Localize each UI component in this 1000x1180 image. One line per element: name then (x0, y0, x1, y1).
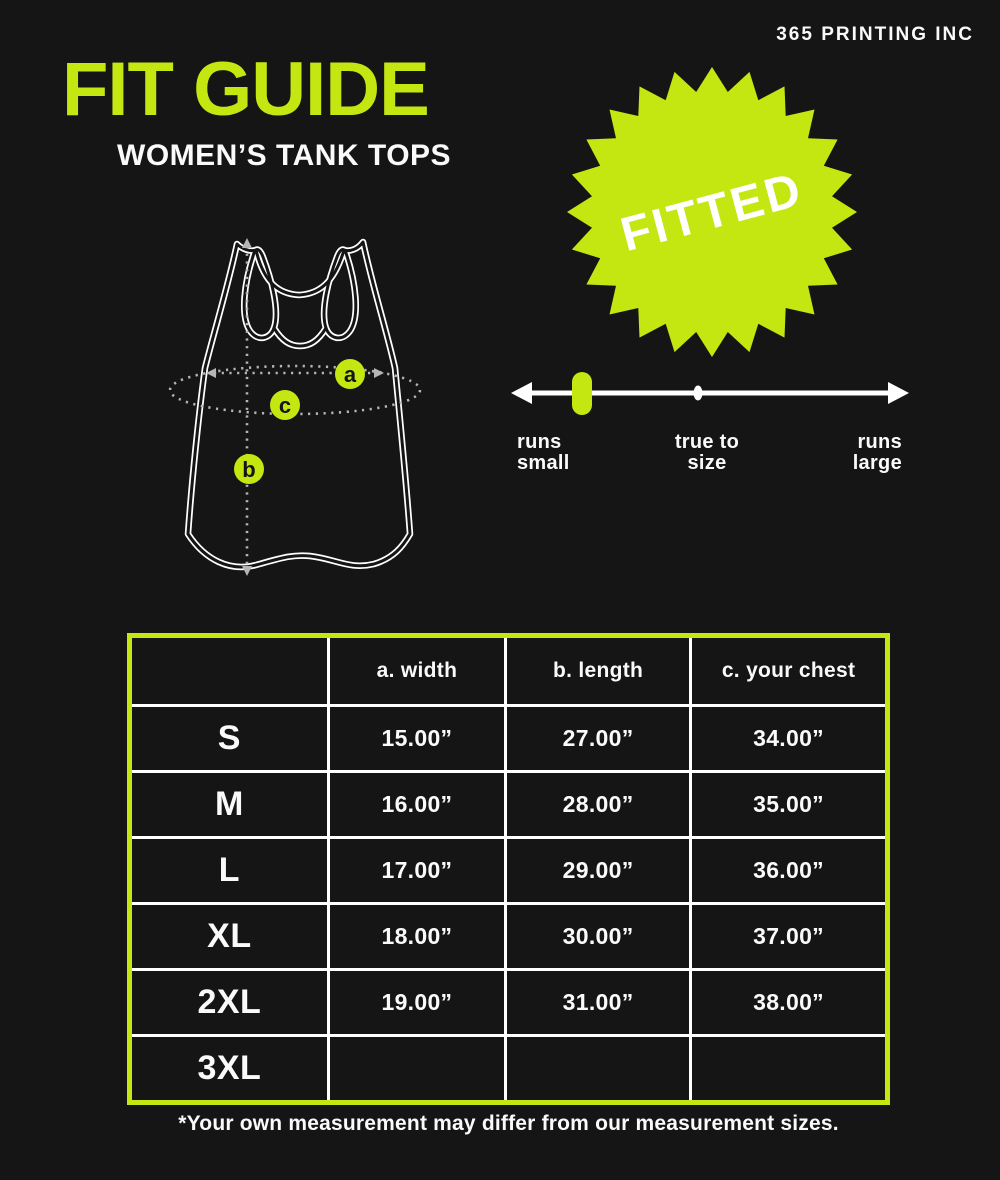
value-cell: 35.00” (692, 773, 885, 836)
badge-label: FITTED (615, 162, 809, 262)
scale-arrow (500, 360, 920, 422)
value-cell: 29.00” (507, 839, 689, 902)
size-cell: S (132, 707, 327, 770)
value-cell: 19.00” (330, 971, 504, 1034)
column-header-chest: c. your chest (692, 638, 885, 704)
scale-label-true-to-size: true to size (674, 431, 740, 474)
marker-c-label: c (278, 393, 292, 418)
scale-center-dot (694, 386, 703, 401)
value-cell: 15.00” (330, 707, 504, 770)
column-header-width: a. width (330, 638, 504, 704)
brand-name: 365 PRINTING INC (776, 24, 974, 45)
size-chart (127, 633, 890, 1105)
corner-cell (132, 638, 327, 704)
scale-label-runs-large: runs large (852, 431, 902, 474)
value-cell: 18.00” (330, 905, 504, 968)
value-cell: 27.00” (507, 707, 689, 770)
value-cell: 37.00” (692, 905, 885, 968)
page-subtitle: WOMEN’S TANK TOPS (117, 139, 452, 172)
tank-top-diagram (150, 228, 450, 588)
size-cell: 2XL (132, 971, 327, 1034)
size-cell: L (132, 839, 327, 902)
value-cell: 30.00” (507, 905, 689, 968)
page-title: FIT GUIDE (62, 47, 429, 132)
scale-label-runs-small: runs small (517, 431, 570, 474)
value-cell: 34.00” (692, 707, 885, 770)
measure-markers (234, 359, 365, 484)
footnote: *Your own measurement may differ from our measurement sizes. (178, 1112, 839, 1135)
value-cell: 28.00” (507, 773, 689, 836)
arrow-right-icon (888, 382, 909, 404)
marker-b-label: b (242, 457, 256, 482)
value-cell: 16.00” (330, 773, 504, 836)
value-cell: 38.00” (692, 971, 885, 1034)
value-cell (507, 1037, 689, 1100)
value-cell: 17.00” (330, 839, 504, 902)
value-cell: 36.00” (692, 839, 885, 902)
value-cell: 31.00” (507, 971, 689, 1034)
size-cell: 3XL (132, 1037, 327, 1100)
value-cell (330, 1037, 504, 1100)
fit-scale (500, 360, 920, 475)
scale-marker (572, 372, 592, 415)
size-cell: M (132, 773, 327, 836)
column-header-length: b. length (507, 638, 689, 704)
value-cell (692, 1037, 885, 1100)
fitted-badge (566, 66, 858, 358)
arrow-left-icon (511, 382, 532, 404)
size-cell: XL (132, 905, 327, 968)
marker-a-label: a (343, 362, 357, 387)
